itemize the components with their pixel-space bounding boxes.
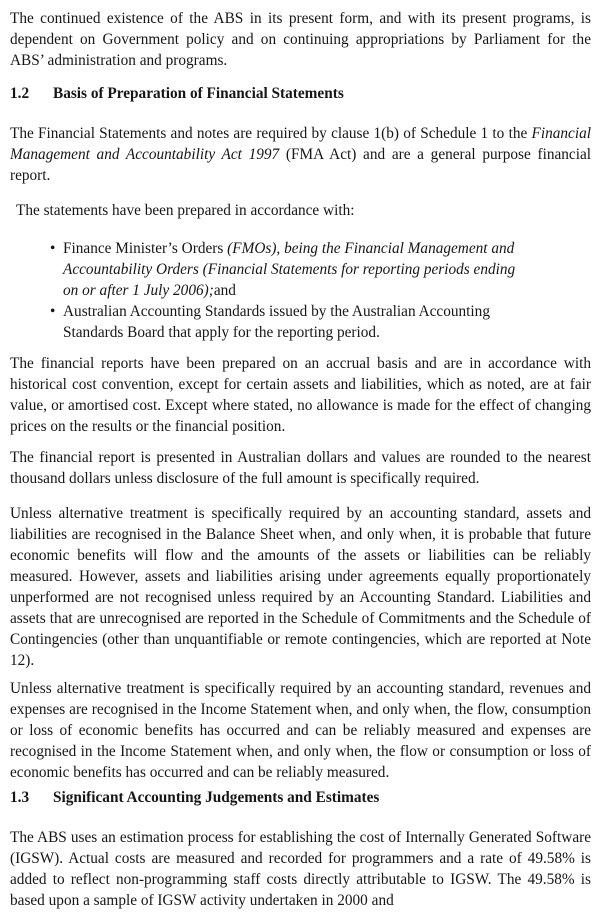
list-item-aas [63, 301, 516, 343]
paragraph-prepared-in-accordance: The statements have been prepared in accordance with: [16, 202, 355, 219]
paragraph-fma-act-post: (FMA Act) and are a general purpose financial report. [10, 146, 591, 184]
paragraph-igsw-estimation: The ABS uses an estimation process for establishing the cost of Internally Generated Software (IGSW). Actual costs are measured and recorded for programmers and a rate of 49.58% is added to reflect non-programming staff costs directly attributable to IGSW. The 49.58% is based upon a sample of IGSW activity undertaken in 2000 and [10, 829, 591, 909]
paragraph-fma-act-pre: The Financial Statements and notes are required by clause 1(b) of Schedule 1 to the [10, 125, 532, 142]
list-item-fmos-italic: (FMOs), being the Financial Management and Accountability Orders (Financial Statements for reporting periods ending on or after 1 July 2006); [63, 240, 516, 299]
section-heading-1-2 [10, 83, 591, 104]
section-number-1-2: 1.2 [10, 85, 30, 102]
list-item-fmos-post: and [213, 282, 236, 299]
section-title-1-2: Basis of Preparation of Financial Statements [53, 85, 344, 102]
paragraph-rounding: The financial report is presented in Australian dollars and values are rounded to the nearest thousand dollars unless disclosure of the full amount is specifically required. [10, 449, 591, 487]
bullet-list [63, 238, 516, 343]
section-title-1-3: Significant Accounting Judgements and Estimates [53, 789, 380, 806]
paragraph-balance-sheet-recognition: Unless alternative treatment is specifically required by an accounting standard, assets and liabilities are recognised in the Balance Sheet when, and only when, it is probable that future economic benefits will flow and the amounts of the assets or liabilities can be reliably measured. However, assets and liabilities arising under agreements equally proportionately unperformed are not recognised unless required by an Accounting Standard. Liabilities and assets that are unrecognised are reported in the Schedule of Commitments and the Schedule of Contingencies (other than unquantifiable or remote contingencies, which are reported at Note 12). [10, 505, 591, 669]
paragraph-fma-act [10, 123, 591, 186]
list-item-aas-text: Australian Accounting Standards issued by the Australian Accounting Standards Board that apply for the reporting period. [63, 303, 490, 341]
list-item-fmos-pre: Finance Minister’s Orders [63, 240, 228, 257]
section-number-1-3: 1.3 [10, 789, 30, 806]
paragraph-accrual-basis: The financial reports have been prepared on an accrual basis and are in accordance with historical cost convention, except for certain assets and liabilities, which as noted, are at fair value, or amortised cost. Except where stated, no allowance is made for the effect of changing prices on the results or the financial position. [10, 355, 591, 435]
paragraph-fma-act-italic: Financial Management and Accountability Act 1997 [10, 125, 591, 163]
section-heading-1-3 [10, 787, 591, 808]
list-item-fmos [63, 238, 516, 301]
paragraph-abs-existence: The continued existence of the ABS in its present form, and with its present programs, is dependent on Government policy and on continuing appropriations by Parliament for the ABS’ administration and programs. [10, 10, 591, 69]
paragraph-income-statement-recognition: Unless alternative treatment is specifically required by an accounting standard, revenues and expenses are recognised in the Income Statement when, and only when, the flow, consumption or loss of economic benefits has occurred and can be reliably measured and expenses are recognised in the Income Statement when, and only when, the flow or consumption or loss of economic benefits has occurred and can be reliably measured. [10, 680, 591, 781]
